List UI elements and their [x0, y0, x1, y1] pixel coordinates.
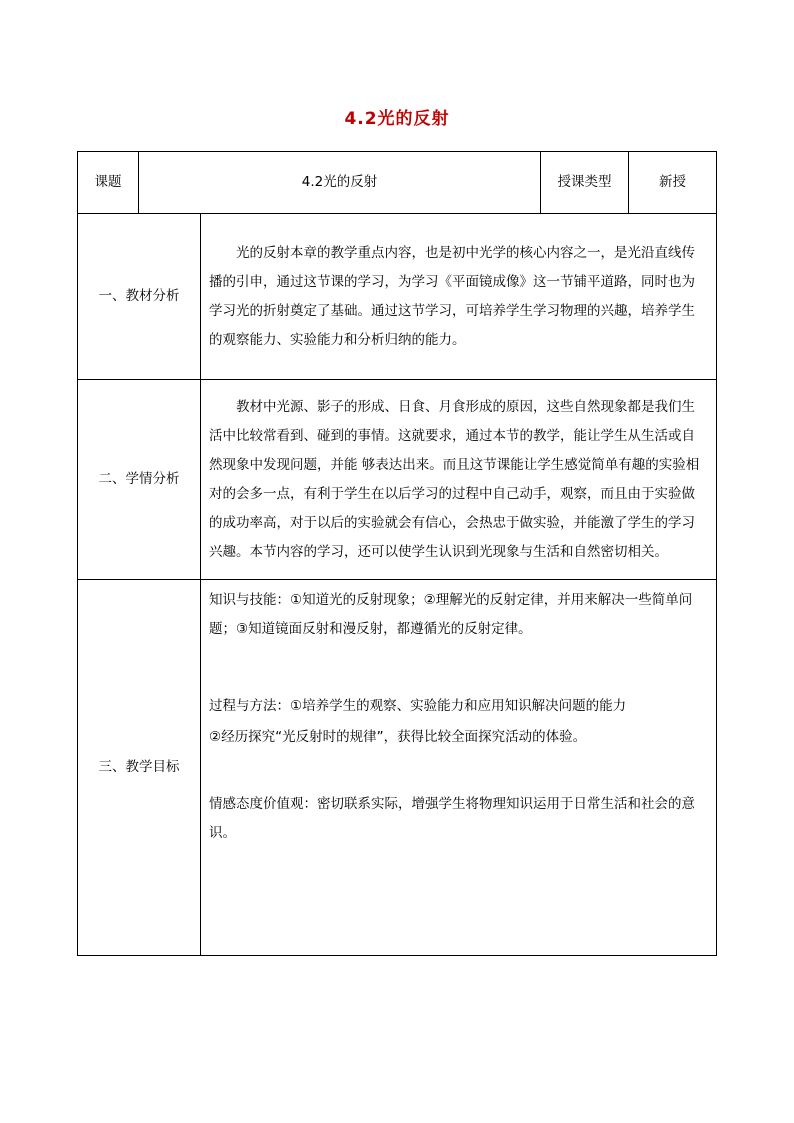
student-analysis-label: 二、学情分析	[78, 380, 201, 580]
topic-value: 4.2光的反射	[139, 152, 541, 214]
lesson-type-value: 新授	[629, 152, 717, 214]
emotion-value-goal: 情感态度价值观：密切联系实际，增强学生将物理知识运用于日常生活和社会的意识。	[209, 796, 695, 841]
process-method-goal: 过程与方法：①培养学生的观察、实验能力和应用知识解决问题的能力	[209, 698, 627, 714]
textbook-analysis-cell	[201, 214, 717, 380]
table-row	[78, 214, 717, 380]
process-method-goal-2: ②经历探究“光反射时的规律”，获得比较全面探究活动的体验。	[209, 729, 587, 745]
student-analysis-cell	[201, 380, 717, 580]
table-row	[78, 152, 717, 214]
student-analysis-text: 教材中光源、影子的形成、日食、月食形成的原因，这些自然现象都是我们生活中比较常看到、碰到的事情。这就要求，通过本节的教学，能让学生从生活或自然现象中发现问题，并能 够表达出来。而且这节课能让学生感觉简单有趣的实验相对的会多一点，有利于学生在以后学习的过程中自己动手，观察，而且由于实验做的成功率高，对于以后的实验就会有信心，会热忠于做实验，并能激了学生的学习兴趣。本节内容的学习，还可以使学生认识到光现象与生活和自然密切相关。	[209, 398, 700, 560]
table-row	[78, 380, 717, 580]
knowledge-skill-goal: 知识与技能：①知道光的反射现象；②理解光的反射定律，并用来解决一些简单问题；③知道镜面反射和漫反射，都遵循光的反射定律。	[209, 592, 693, 637]
textbook-analysis-text: 光的反射本章的教学重点内容，也是初中光学的核心内容之一，是光沿直线传播的引申，通过这节课的学习，为学习《平面镜成像》这一节铺平道路，同时也为学习光的折射奠定了基础。通过这节学习，可培养学生学习物理的兴趣，培养学生的观察能力、实验能力和分析归纳的能力。	[209, 244, 695, 348]
teaching-goals-label: 三、教学目标	[78, 580, 201, 956]
teaching-goals-cell	[201, 580, 717, 956]
lesson-plan-table	[77, 151, 717, 956]
topic-label: 课题	[78, 152, 139, 214]
textbook-analysis-label: 一、教材分析	[78, 214, 201, 380]
table-row	[78, 580, 717, 956]
document-title: 4.2光的反射	[344, 109, 450, 129]
lesson-type-label: 授课类型	[541, 152, 629, 214]
